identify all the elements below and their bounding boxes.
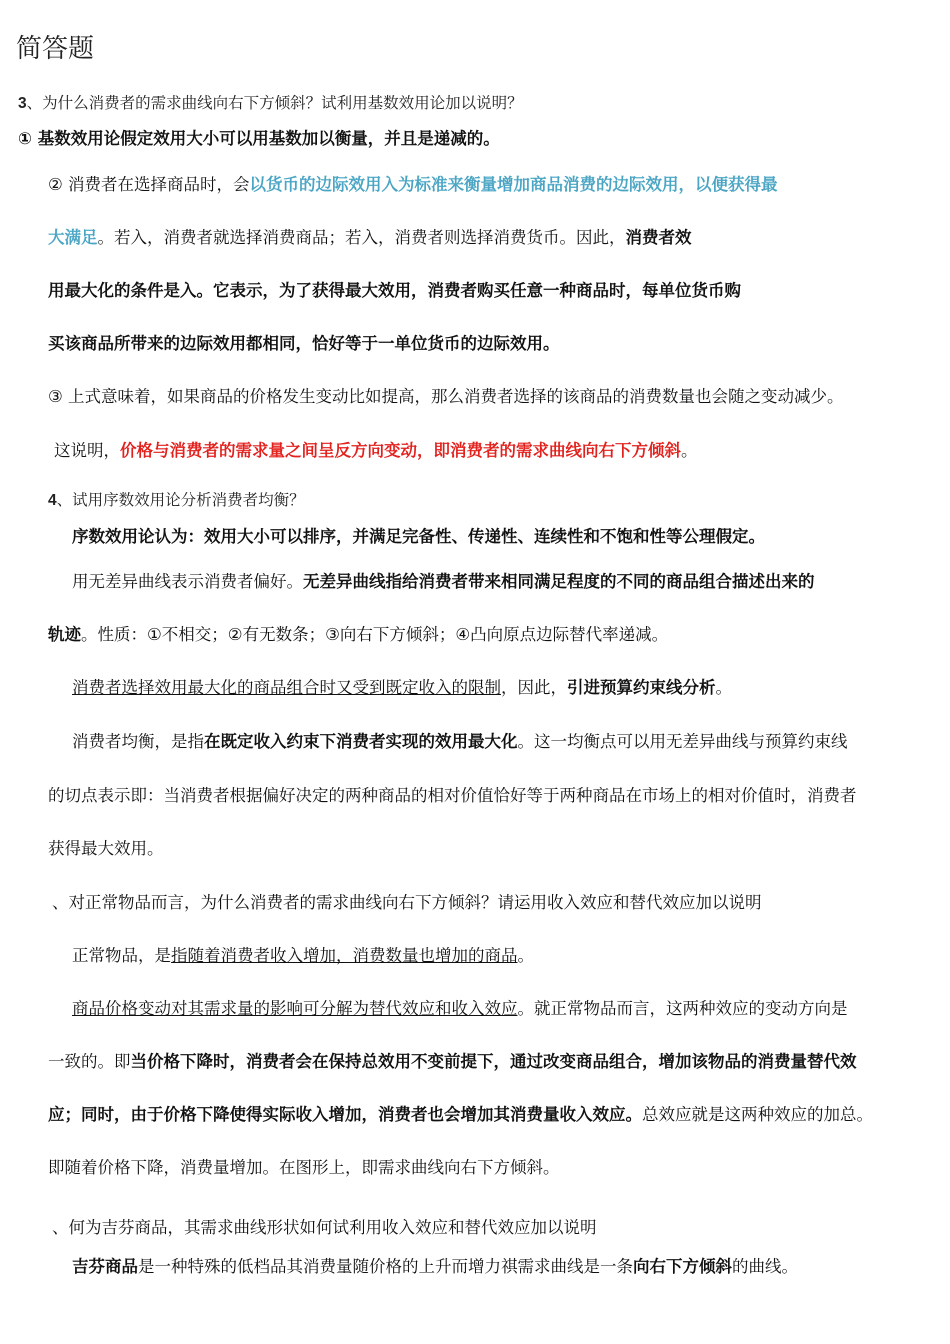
underlined-text: 消费者选择效用最大化的商品组合时又受到既定收入的限制 <box>72 678 501 697</box>
text-span: 总效应就是这两种效应的加总。 <box>642 1105 873 1124</box>
text-span: 。 <box>517 946 534 965</box>
bold-text: 消费者效 <box>625 228 692 247</box>
text-span: 。 <box>715 678 732 697</box>
text-span: 。性质：①不相交；②有无数条；③向右下方倾斜；④凸向原点边际替代率递减。 <box>81 625 669 644</box>
text-span: ② 消费者在选择商品时，会 <box>48 175 250 194</box>
paragraph: ③ 上式意味着，如果商品的价格发生变动比如提高，那么消费者选择的该商品的消费数量也会随之变动减少。 <box>48 387 844 406</box>
question-4 <box>48 489 305 512</box>
paragraph <box>48 1051 857 1073</box>
text-span: 是一种特殊的低档品其消费量随价格的上升而增力祺需求曲线是一条 <box>138 1257 633 1276</box>
paragraph: 获得最大效用。 <box>48 839 164 858</box>
question-5: 、对正常物品而言，为什么消费者的需求曲线向右下方倾斜？请运用收入效应和替代效应加以说明 <box>52 893 762 912</box>
text-span: 这说明， <box>54 441 120 460</box>
highlight-blue: 以货币的边际效用入为标准来衡量增加商品消费的边际效用，以便获得最 <box>249 175 778 194</box>
text-span: 的曲线。 <box>732 1257 798 1276</box>
question-number: 3 <box>18 95 27 112</box>
paragraph <box>72 731 848 753</box>
bold-text: 向右下方倾斜 <box>633 1257 732 1276</box>
text-span: 正常物品，是 <box>72 946 171 965</box>
text-span: 用无差异曲线表示消费者偏好。 <box>72 572 303 591</box>
bold-text: 当价格下降时，消费者会在保持总效用不变前提下，通过改变商品组合，增加该物品的消费量替代效 <box>130 1052 857 1071</box>
text-span: 。若入，消费者就选择消费商品；若入，消费者则选择消费货币。因此， <box>97 228 626 247</box>
highlight-red: 价格与消费者的需求量之间呈反方向变动，即消费者的需求曲线向右下方倾斜 <box>120 441 681 460</box>
paragraph <box>48 1104 873 1126</box>
question-number: 4 <box>48 492 57 509</box>
text-span: ，因此， <box>501 678 567 697</box>
question-3 <box>18 92 523 115</box>
paragraph: 即随着价格下降，消费量增加。在图形上，即需求曲线向右下方倾斜。 <box>48 1158 560 1177</box>
paragraph <box>54 440 698 462</box>
paragraph: 的切点表示即：当消费者根据偏好决定的两种商品的相对价值恰好等于两种商品在市场上的相对价值时，消费者 <box>48 786 857 805</box>
paragraph <box>72 945 534 967</box>
paragraph <box>72 571 815 593</box>
text-span: 一致的。即 <box>48 1052 131 1071</box>
question-text: 、试用序数效用论分析消费者均衡？ <box>56 491 305 509</box>
underlined-text: 指随着消费者收入增加，消费数量也增加的商品 <box>171 946 518 965</box>
paragraph: 序数效用论认为：效用大小可以排序，并满足完备性、传递性、连续性和不饱和性等公理假定。 <box>72 527 765 546</box>
page-title: 简答题 <box>16 34 95 64</box>
bold-text: 吉芬商品 <box>72 1257 138 1276</box>
paragraph <box>72 677 732 699</box>
paragraph <box>48 624 668 646</box>
bold-text: 引进预算约束线分析 <box>567 678 716 697</box>
text-span: 。 <box>681 441 698 460</box>
bold-text: 应；同时，由于价格下降使得实际收入增加，消费者也会增加其消费量收入效应。 <box>48 1105 642 1124</box>
paragraph: 买该商品所带来的边际效用都相同，恰好等于一单位货币的边际效用。 <box>48 334 560 353</box>
question-text: 、为什么消费者的需求曲线向右下方倾斜？试利用基数效用论加以说明？ <box>26 94 523 112</box>
bold-text: 轨迹 <box>48 625 81 644</box>
text-span: 。这一均衡点可以用无差异曲线与预算约束线 <box>517 732 848 751</box>
text-span: 。就正常物品而言，这两种效应的变动方向是 <box>517 999 848 1018</box>
paragraph <box>48 227 692 249</box>
highlight-blue: 大满足 <box>48 228 98 247</box>
text-span: 消费者均衡，是指 <box>72 732 204 751</box>
question-6: 、何为吉芬商品，其需求曲线形状如何试利用收入效应和替代效应加以说明 <box>52 1218 597 1237</box>
paragraph: 用最大化的条件是入。它表示，为了获得最大效用，消费者购买任意一种商品时，每单位货币购 <box>48 281 741 300</box>
paragraph: ① 基数效用论假定效用大小可以用基数加以衡量，并且是递减的。 <box>18 129 500 148</box>
bold-text: 无差异曲线指给消费者带来相同满足程度的不同的商品组合描述出来的 <box>303 572 815 591</box>
paragraph <box>72 1256 798 1278</box>
underlined-text: 商品价格变动对其需求量的影响可分解为替代效应和收入效应 <box>72 999 518 1018</box>
bold-text: 在既定收入约束下消费者实现的效用最大化 <box>204 732 518 751</box>
paragraph <box>48 174 778 196</box>
paragraph <box>72 998 848 1020</box>
